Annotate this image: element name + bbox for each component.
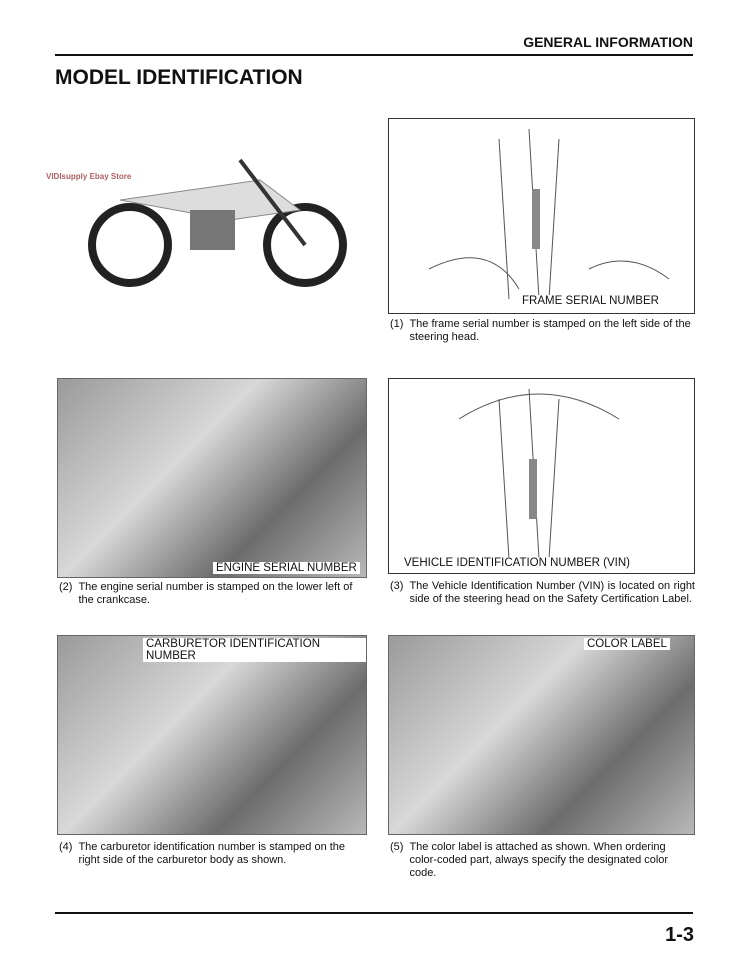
caption-number: (4) (59, 841, 73, 853)
caption-number: (1) (390, 318, 404, 330)
caption-2 (59, 581, 364, 607)
page-title: MODEL IDENTIFICATION (55, 66, 303, 89)
figure-label: VEHICLE IDENTIFICATION NUMBER (VIN) (401, 557, 633, 569)
caption-number: (3) (390, 580, 404, 592)
section-header: GENERAL INFORMATION (523, 34, 693, 50)
figure-label: FRAME SERIAL NUMBER (519, 295, 662, 307)
caption-number: (5) (390, 841, 404, 853)
caption-text: The color label is attached as shown. When ordering color-coded part, always specify the designated color code. (409, 841, 669, 879)
caption-4 (59, 841, 364, 867)
caption-text: The engine serial number is stamped on the lower left of the crankcase. (78, 581, 353, 606)
caption-text: The Vehicle Identification Number (VIN) is located on right side of the steering head on the Safety Certification Label. (409, 580, 695, 605)
color-label-photo (388, 635, 695, 835)
caption-1 (390, 318, 695, 344)
caption-text: The frame serial number is stamped on the left side of the steering head. (409, 318, 691, 343)
motorcycle-photo (80, 140, 350, 290)
figure-label: ENGINE SERIAL NUMBER (213, 562, 360, 574)
carburetor-photo (57, 635, 367, 835)
watermark: VIDIsupply Ebay Store (46, 172, 132, 181)
frame-diagram (388, 118, 695, 314)
caption-5 (390, 841, 695, 880)
vin-diagram (388, 378, 695, 574)
caption-number: (2) (59, 581, 73, 593)
page-number: 1-3 (665, 924, 694, 946)
header-rule (55, 54, 693, 56)
engine-photo (57, 378, 367, 578)
figure-label: CARBURETOR IDENTIFICATION NUMBER (143, 638, 366, 662)
caption-text: The carburetor identification number is stamped on the right side of the carburetor body as shown. (78, 841, 346, 866)
caption-3 (390, 580, 695, 606)
footer-rule (55, 912, 693, 914)
figure-label: COLOR LABEL (584, 638, 670, 650)
